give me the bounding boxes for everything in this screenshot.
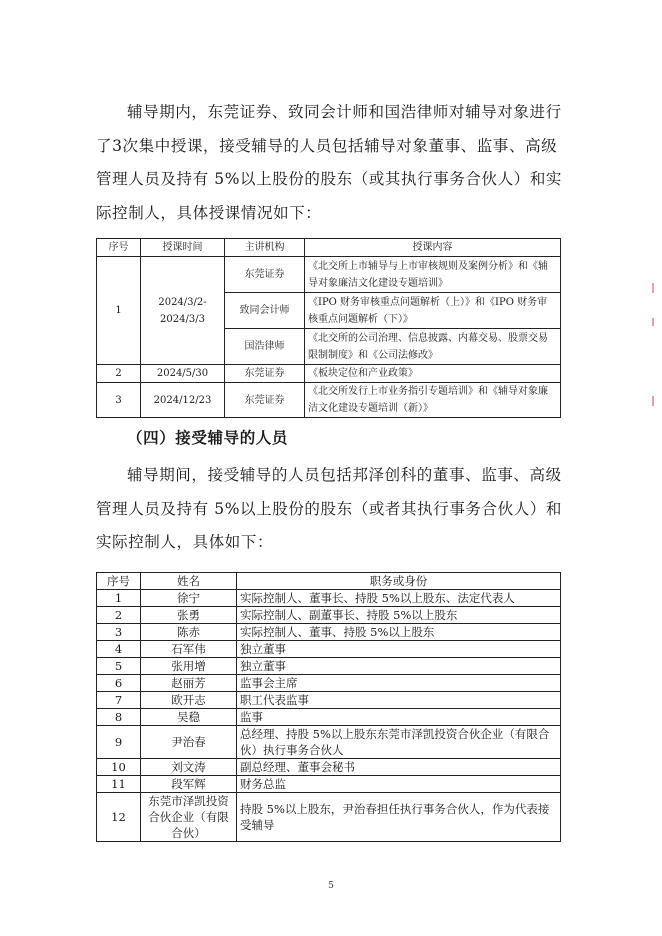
training-content: 《北交所的公司治理、信息披露、内幕交易、股票交易限制制度》和《公司法修改》 — [305, 329, 561, 365]
table-row — [97, 759, 561, 776]
row-number: 6 — [97, 675, 141, 692]
training-content: 《板块定位和产业政策》 — [305, 365, 561, 383]
table-row — [97, 726, 561, 759]
header-cell: 姓名 — [141, 573, 237, 590]
training-content: 《北交所上市辅导与上市审核规则及案例分析》和《辅导对象廉洁文化建设专题培训》 — [305, 257, 561, 293]
row-number: 12 — [97, 793, 141, 842]
training-content: 《北交所发行上市业务指引专题培训》和《辅导对象廉洁文化建设专题培训（新）》 — [305, 383, 561, 418]
person-role: 副总经理、董事会秘书 — [237, 759, 561, 776]
table-row — [97, 709, 561, 726]
training-org: 东莞证券 — [225, 365, 305, 383]
row-number: 2 — [97, 607, 141, 624]
row-number: 5 — [97, 658, 141, 675]
table-row — [97, 692, 561, 709]
person-role: 财务总监 — [237, 776, 561, 793]
training-date: 2024/3/2-2024/3/3 — [141, 257, 225, 365]
person-name: 东莞市泽凯投资合伙企业（有限合伙） — [141, 793, 237, 842]
person-name: 吴稳 — [141, 709, 237, 726]
row-number: 4 — [97, 641, 141, 658]
person-role: 总经理、持股 5%以上股东东莞市泽凯投资合伙企业（有限合伙）执行事务合伙人 — [237, 726, 561, 759]
margin-mark — [652, 396, 654, 406]
table-row — [97, 675, 561, 692]
table-row — [97, 607, 561, 624]
person-name: 刘文涛 — [141, 759, 237, 776]
header-cell: 职务或身份 — [237, 573, 561, 590]
person-name: 陈赤 — [141, 624, 237, 641]
page-number: 5 — [328, 881, 334, 891]
training-org: 东莞证券 — [225, 383, 305, 418]
person-role: 实际控制人、副董事长、持股 5%以上股东 — [237, 607, 561, 624]
person-name: 徐宁 — [141, 590, 237, 607]
person-name: 欧开志 — [141, 692, 237, 709]
section-heading: （四）接受辅导的人员 — [127, 428, 289, 447]
person-name: 赵丽芳 — [141, 675, 237, 692]
person-role: 监事会主席 — [237, 675, 561, 692]
table-row — [97, 658, 561, 675]
row-number: 10 — [97, 759, 141, 776]
personnel-table — [96, 572, 561, 842]
row-number: 1 — [97, 590, 141, 607]
header-cell: 授课内容 — [305, 239, 561, 257]
table-header-row — [97, 573, 561, 590]
training-org: 国浩律师 — [225, 329, 305, 365]
training-date: 2024/5/30 — [141, 365, 225, 383]
person-name: 张勇 — [141, 607, 237, 624]
personnel-paragraph: 辅导期间，接受辅导的人员包括邦泽创科的董事、监事、高级管理人员及持有 5%以上股份的股东（或者其执行事务合伙人）和实际控制人，具体如下： — [96, 466, 563, 551]
header-cell: 授课时间 — [141, 239, 225, 257]
person-name: 段军辉 — [141, 776, 237, 793]
table-row — [97, 383, 561, 418]
row-number: 8 — [97, 709, 141, 726]
margin-mark — [652, 318, 654, 326]
table-row — [97, 776, 561, 793]
header-cell: 序号 — [97, 239, 141, 257]
person-role: 监事 — [237, 709, 561, 726]
person-role: 实际控制人、董事、持股 5%以上股东 — [237, 624, 561, 641]
person-name: 石军伟 — [141, 641, 237, 658]
person-name: 张用增 — [141, 658, 237, 675]
table-row — [97, 641, 561, 658]
row-number: 2 — [97, 365, 141, 383]
table-row — [97, 624, 561, 641]
person-role: 持股 5%以上股东，尹治春担任执行事务合伙人，作为代表接受辅导 — [237, 793, 561, 842]
person-role: 职工代表监事 — [237, 692, 561, 709]
person-role: 独立董事 — [237, 658, 561, 675]
row-number: 1 — [97, 257, 141, 365]
row-number: 11 — [97, 776, 141, 793]
intro-paragraph: 辅导期内，东莞证券、致同会计师和国浩律师对辅导对象进行了3次集中授课，接受辅导的人员包括辅导对象董事、监事、高级管理人员及持有 5%以上股份的股东（或其执行事务合伙人）和实际控制人，具体授课情况如下： — [96, 103, 563, 222]
table-row — [97, 590, 561, 607]
row-number: 9 — [97, 726, 141, 759]
header-cell: 序号 — [97, 573, 141, 590]
training-content: 《IPO 财务审核重点问题解析（上）》和《IPO 财务审核重点问题解析（下）》 — [305, 293, 561, 329]
margin-mark — [652, 283, 654, 293]
header-cell: 主讲机构 — [225, 239, 305, 257]
table-row — [97, 257, 561, 293]
person-name: 尹治春 — [141, 726, 237, 759]
person-role: 独立董事 — [237, 641, 561, 658]
training-date: 2024/12/23 — [141, 383, 225, 418]
person-role: 实际控制人、董事长、持股 5%以上股东、法定代表人 — [237, 590, 561, 607]
row-number: 3 — [97, 624, 141, 641]
row-number: 7 — [97, 692, 141, 709]
row-number: 3 — [97, 383, 141, 418]
training-org: 东莞证券 — [225, 257, 305, 293]
training-table — [96, 238, 561, 418]
training-org: 致同会计师 — [225, 293, 305, 329]
table-row — [97, 365, 561, 383]
table-header-row — [97, 239, 561, 257]
table-row — [97, 793, 561, 842]
